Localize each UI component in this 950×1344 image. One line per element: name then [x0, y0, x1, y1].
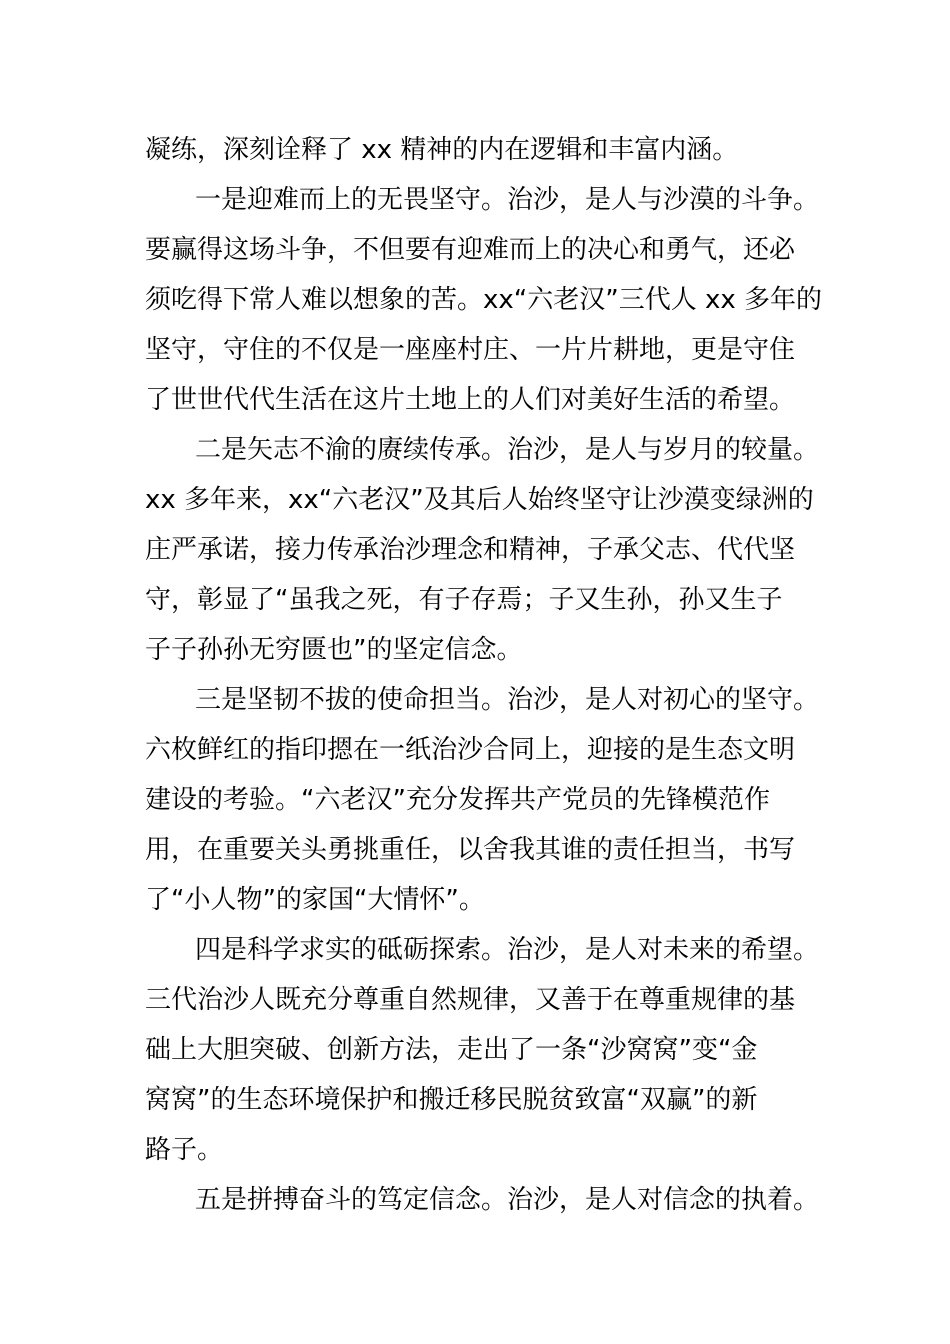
text-line: 六枚鲜红的指印摁在一纸治沙合同上，迎接的是生态文明: [145, 735, 796, 765]
text-line: 凝练，深刻诠释了 xx 精神的内在逻辑和丰富内涵。: [145, 135, 739, 165]
paragraph-2-start: 二是矢志不渝的赓续传承。治沙，是人与岁月的较量。: [195, 435, 820, 465]
text-line: 了世世代代生活在这片土地上的人们对美好生活的希望。: [145, 385, 796, 415]
text-line: 窝窝”的生态环境保护和搬迁移民脱贫致富“双赢”的新: [145, 1085, 758, 1115]
text-line: 子子孙孙无穷匮也”的坚定信念。: [145, 635, 523, 665]
paragraph-5-start: 五是拼搏奋斗的笃定信念。治沙，是人对信念的执着。: [195, 1185, 820, 1215]
text-line: 用，在重要关头勇挑重任，以舍我其谁的责任担当，书写: [145, 835, 796, 865]
paragraph-3-start: 三是坚韧不拔的使命担当。治沙，是人对初心的坚守。: [195, 685, 820, 715]
text-line: 要赢得这场斗争，不但要有迎难而上的决心和勇气，还必: [145, 235, 796, 265]
text-line: 路子。: [145, 1135, 224, 1165]
text-line: 守，彰显了“虽我之死，有子存焉；子又生孙，孙又生子: [145, 585, 783, 615]
text-line: 坚守，守住的不仅是一座座村庄、一片片耕地，更是守住: [145, 335, 796, 365]
text-line: xx 多年来，xx“六老汉”及其后人始终坚守让沙漠变绿洲的: [145, 485, 814, 515]
text-line: 庄严承诺，接力传承治沙理念和精神，子承父志、代代坚: [145, 535, 796, 565]
paragraph-4-start: 四是科学求实的砥砺探索。治沙，是人对未来的希望。: [195, 935, 820, 965]
text-line: 建设的考验。“六老汉”充分发挥共产党员的先锋模范作: [145, 785, 770, 815]
text-line: 三代治沙人既充分尊重自然规律，又善于在尊重规律的基: [145, 985, 796, 1015]
text-line: 须吃得下常人难以想象的苦。xx“六老汉”三代人 xx 多年的: [145, 285, 823, 315]
text-line: 础上大胆突破、创新方法，走出了一条“沙窝窝”变“金: [145, 1035, 758, 1065]
paragraph-1-start: 一是迎难而上的无畏坚守。治沙，是人与沙漠的斗争。: [195, 185, 820, 215]
text-line: 了“小人物”的家国“大情怀”。: [145, 885, 485, 915]
